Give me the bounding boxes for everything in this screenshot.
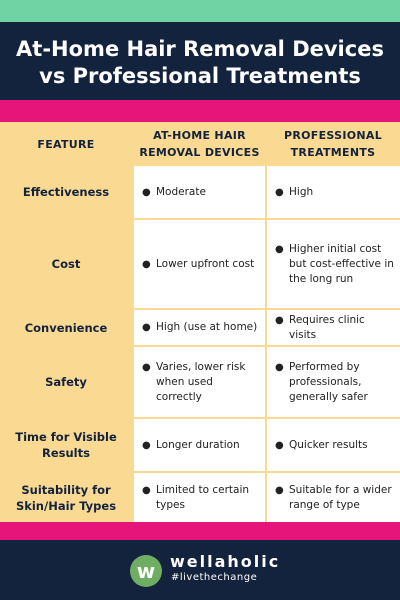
home-cell: ● Moderate — [133, 166, 266, 219]
bullet-icon: ● — [142, 186, 151, 198]
bullet-icon: ● — [275, 243, 284, 255]
title-line-1: At-Home Hair Removal Devices — [16, 37, 384, 61]
title-line-2: vs Professional Treatments — [39, 64, 361, 88]
bullet-icon: ● — [142, 439, 151, 451]
bullet-icon: ● — [275, 314, 284, 326]
bullet-icon: ● — [275, 186, 284, 198]
bullet-icon: ● — [142, 485, 151, 496]
pro-cell: ● Quicker results — [266, 418, 400, 472]
pro-cell: ● Suitable for a wider range of type — [266, 472, 400, 524]
table-row — [0, 472, 400, 524]
table-row — [0, 219, 400, 309]
comparison-table-container — [0, 122, 400, 522]
home-cell: ● Longer duration — [133, 418, 266, 472]
comparison-table — [0, 122, 400, 525]
bullet-icon: ● — [142, 361, 151, 373]
table-header-row — [0, 122, 400, 166]
feature-cell: Time for Visible Results — [0, 418, 133, 472]
top-mint-stripe — [0, 0, 400, 22]
table-row — [0, 346, 400, 418]
home-cell: ● Limited to certain types — [133, 472, 266, 524]
bullet-icon: ● — [275, 361, 284, 373]
bullet-icon: ● — [275, 485, 284, 496]
home-cell: ● Varies, lower risk when used correctly — [133, 346, 266, 418]
home-cell: ● Lower upfront cost — [133, 219, 266, 309]
header-at-home: AT-HOME HAIR REMOVAL DEVICES — [133, 122, 266, 166]
table-row — [0, 166, 400, 219]
pink-divider-bottom — [0, 522, 400, 540]
page-title — [0, 36, 400, 90]
bullet-icon: ● — [275, 439, 284, 451]
pro-cell: ● Higher initial cost but cost-effective in the long run — [266, 219, 400, 309]
pro-cell: ● High — [266, 166, 400, 219]
bullet-icon: ● — [142, 322, 151, 333]
pro-cell: ● Performed by professionals, generally safer — [266, 346, 400, 418]
feature-cell: Convenience — [0, 309, 133, 346]
pro-cell: ● Requires clinic visits — [266, 309, 400, 346]
feature-cell: Safety — [0, 346, 133, 418]
feature-cell: Effectiveness — [0, 166, 133, 219]
header-professional: PROFESSIONAL TREATMENTS — [266, 122, 400, 166]
brand-name: wellaholic — [170, 552, 281, 571]
bullet-icon: ● — [142, 258, 151, 270]
table-row — [0, 309, 400, 346]
footer — [0, 540, 400, 600]
table-row — [0, 418, 400, 472]
feature-cell: Suitability for Skin/Hair Types — [0, 472, 133, 524]
wellaholic-logo-icon: w — [130, 555, 162, 587]
header-feature: FEATURE — [0, 122, 133, 166]
header — [0, 22, 400, 100]
home-cell: ● High (use at home) — [133, 309, 266, 346]
pink-divider-top — [0, 100, 400, 122]
brand-tagline: #livethechange — [171, 572, 258, 583]
feature-cell: Cost — [0, 219, 133, 309]
